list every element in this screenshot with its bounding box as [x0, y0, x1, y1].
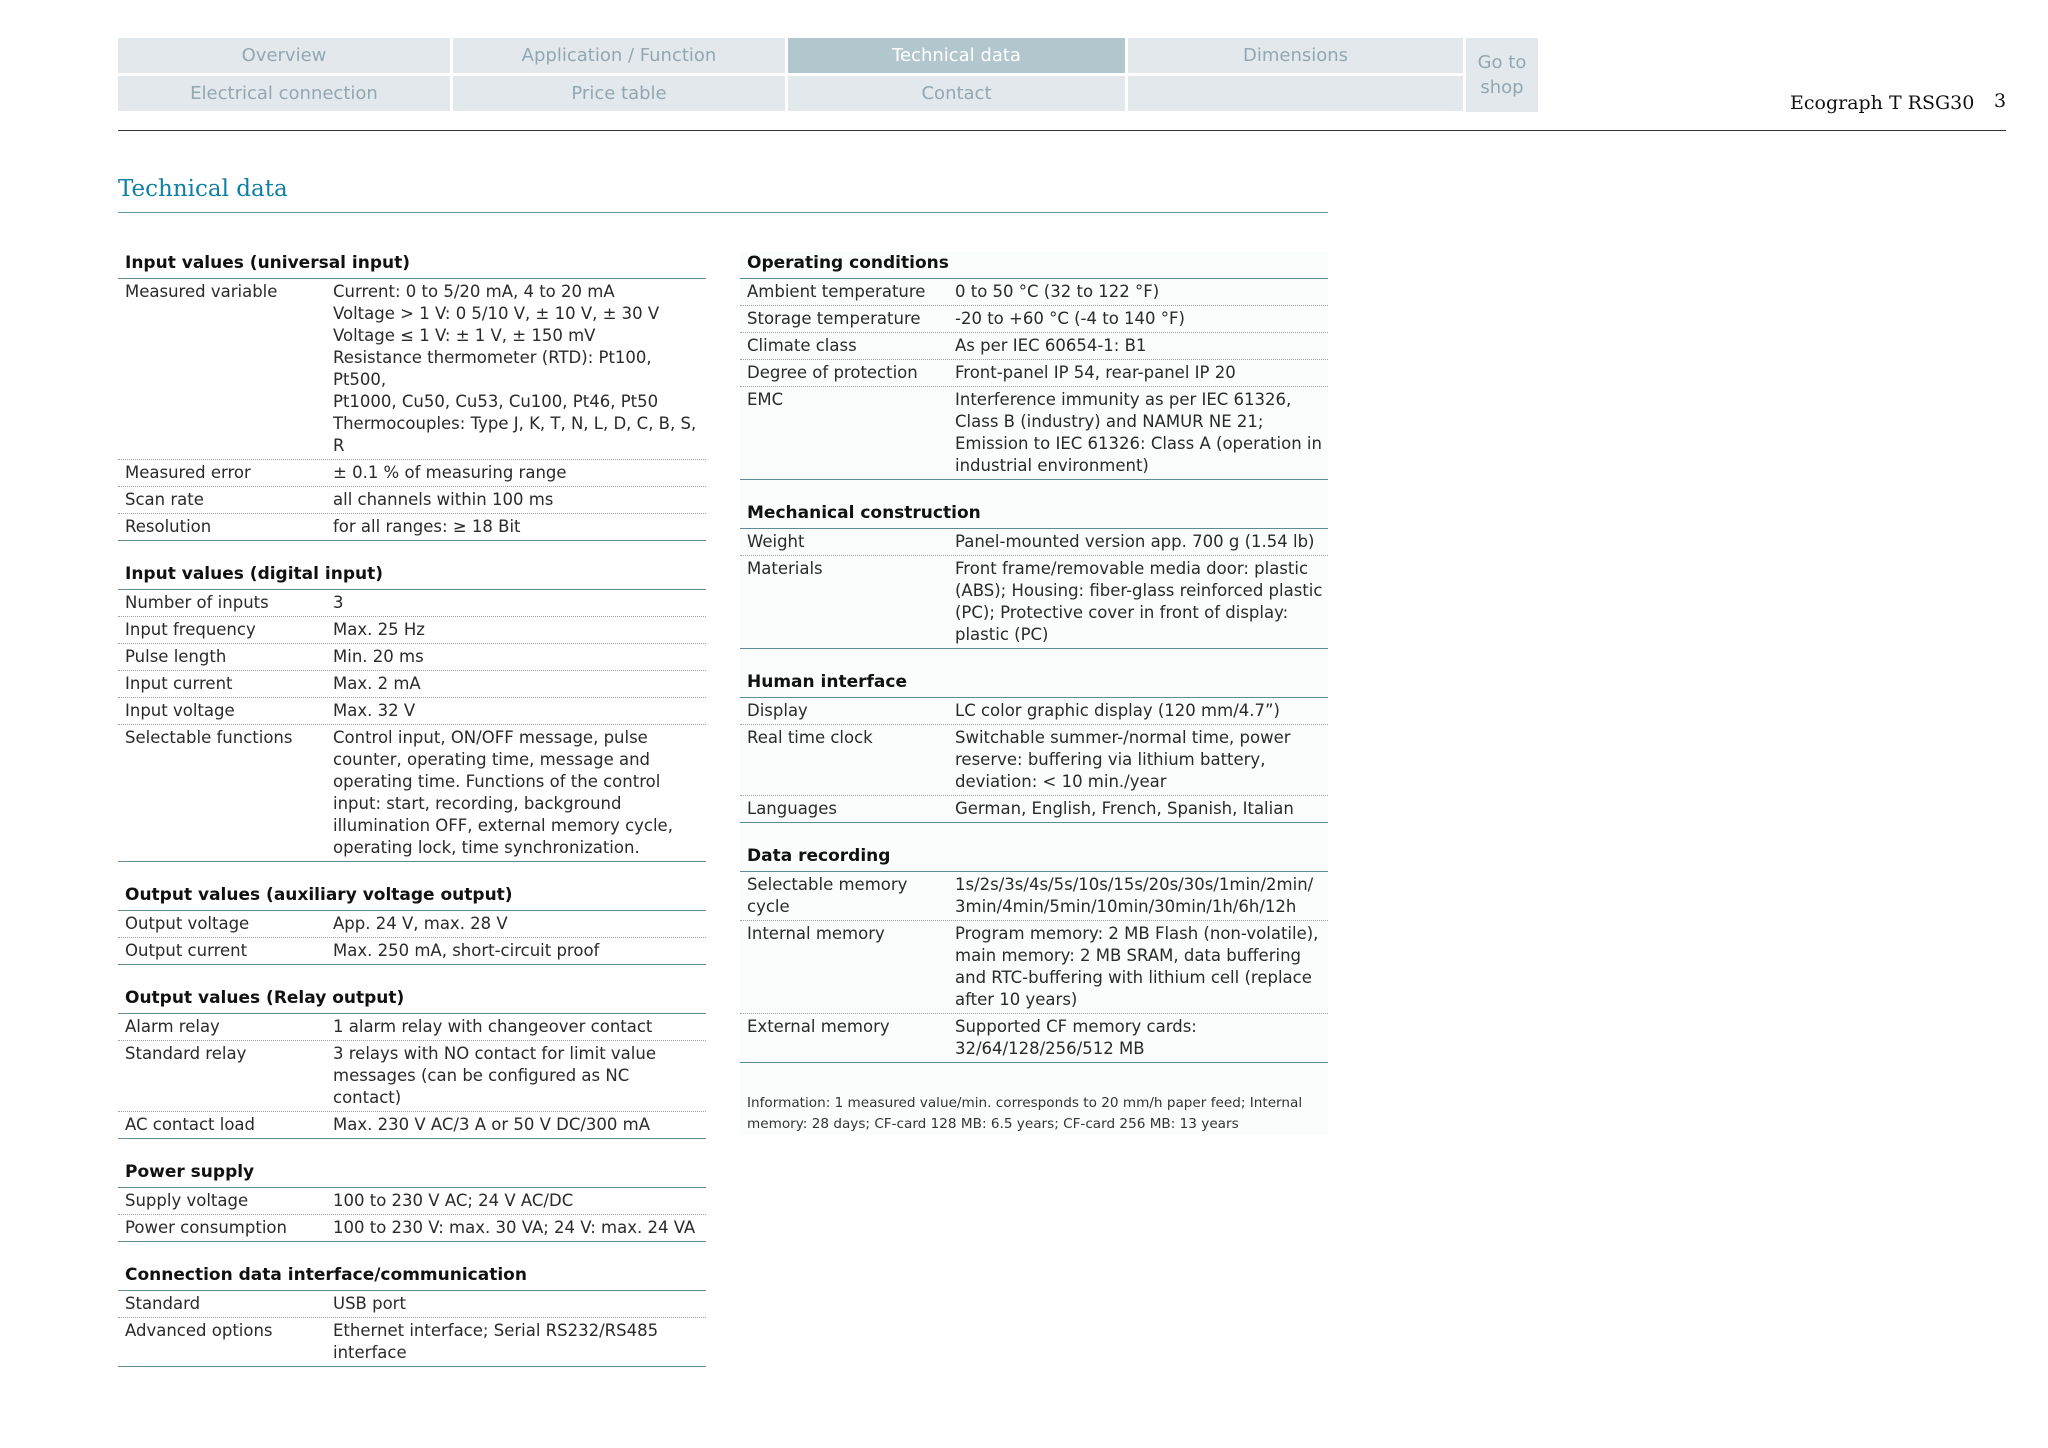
spec-row	[118, 938, 706, 965]
right-spec-column	[740, 252, 1328, 1135]
spec-value: ± 0.1 % of measuring range	[333, 463, 567, 482]
spec-group-heading: Data recording	[740, 845, 1328, 872]
spec-value: Max. 230 V AC/3 A or 50 V DC/300 mA	[333, 1115, 651, 1134]
spec-label: Number of inputs	[125, 593, 269, 612]
top-navigation	[118, 38, 1538, 112]
spec-group-mechanical-construction	[740, 502, 1328, 649]
spec-row	[740, 796, 1328, 823]
spec-value: LC color graphic display (120 mm/4.7”)	[955, 701, 1280, 720]
spec-label: Input voltage	[125, 701, 235, 720]
spec-value: Ethernet interface; Serial RS232/RS485 interface	[333, 1321, 659, 1362]
spec-label: EMC	[747, 390, 784, 409]
spec-row	[118, 1318, 706, 1367]
spec-row	[118, 279, 706, 460]
spec-value: As per IEC 60654-1: B1	[955, 336, 1147, 355]
section-title: Technical data	[118, 176, 288, 202]
spec-label: Ambient temperature	[747, 282, 926, 301]
nav-technical-data[interactable]: Technical data	[788, 38, 1125, 73]
spec-label: Pulse length	[125, 647, 227, 666]
spec-value: 100 to 230 V AC; 24 V AC/DC	[333, 1191, 574, 1210]
nav-price-table[interactable]: Price table	[453, 76, 785, 111]
spec-label: Measured error	[125, 463, 251, 482]
spec-value: USB port	[333, 1294, 406, 1313]
spec-value: Max. 32 V	[333, 701, 416, 720]
spec-value: Supported CF memory cards: 32/64/128/256/512 MB	[955, 1017, 1197, 1058]
spec-value: Program memory: 2 MB Flash (non-volatile), main memory: 2 MB SRAM, data buffering and RTC-buffering with lithium cell (replace after 10 years)	[955, 924, 1319, 1009]
spec-group-input-values-digital-input	[118, 563, 706, 862]
spec-label: Power consumption	[125, 1218, 287, 1237]
spec-label: Output current	[125, 941, 248, 960]
nav-overview[interactable]: Overview	[118, 38, 450, 73]
spec-group-heading: Mechanical construction	[740, 502, 1328, 529]
document-title: Ecograph T RSG30	[1790, 92, 1975, 114]
spec-row	[118, 1112, 706, 1139]
spec-label: Languages	[747, 799, 838, 818]
spec-group-heading: Input values (digital input)	[118, 563, 706, 590]
spec-value: 0 to 50 °C (32 to 122 °F)	[955, 282, 1160, 301]
spec-label: Output voltage	[125, 914, 250, 933]
spec-row	[740, 387, 1328, 480]
spec-label: AC contact load	[125, 1115, 256, 1134]
spec-row	[118, 644, 706, 671]
spec-row	[740, 921, 1328, 1014]
spec-group-heading: Connection data interface/communication	[118, 1264, 706, 1291]
header-divider	[118, 130, 2006, 131]
spec-row	[118, 514, 706, 541]
spec-group-heading: Input values (universal input)	[118, 252, 706, 279]
nav-empty-cell	[1128, 76, 1463, 111]
spec-value: Max. 250 mA, short-circuit proof	[333, 941, 600, 960]
spec-row	[740, 1014, 1328, 1063]
spec-row	[740, 556, 1328, 649]
spec-label: Supply voltage	[125, 1191, 249, 1210]
spec-row	[740, 872, 1328, 921]
spec-group-output-values-relay-output	[118, 987, 706, 1139]
spec-label: Standard	[125, 1294, 201, 1313]
spec-group-output-values-auxiliary-voltage-output	[118, 884, 706, 965]
spec-value: German, English, French, Spanish, Italian	[955, 799, 1294, 818]
spec-row	[118, 725, 706, 862]
nav-dimensions[interactable]: Dimensions	[1128, 38, 1463, 73]
spec-label: Degree of protection	[747, 363, 918, 382]
spec-group-heading: Human interface	[740, 671, 1328, 698]
spec-value: for all ranges: ≥ 18 Bit	[333, 517, 521, 536]
spec-value: App. 24 V, max. 28 V	[333, 914, 508, 933]
information-note: Information: 1 measured value/min. corresponds to 20 mm/h paper feed; Internal memory: 28 days; CF-card 128 MB: 6.5 years; CF-card 256 MB: 13 years	[747, 1095, 1303, 1132]
spec-label: Selectable functions	[125, 728, 293, 747]
spec-row	[118, 460, 706, 487]
spec-label: Input current	[125, 674, 233, 693]
spec-row	[740, 333, 1328, 360]
spec-value: Max. 2 mA	[333, 674, 421, 693]
spec-row	[740, 698, 1328, 725]
spec-value: 3 relays with NO contact for limit value messages (can be configured as NC contact)	[333, 1044, 656, 1107]
spec-value: Front-panel IP 54, rear-panel IP 20	[955, 363, 1236, 382]
spec-group-data-recording	[740, 845, 1328, 1063]
spec-row	[118, 1188, 706, 1215]
spec-row	[118, 1215, 706, 1242]
spec-label: Storage temperature	[747, 309, 921, 328]
spec-value: Panel-mounted version app. 700 g (1.54 lb)	[955, 532, 1315, 551]
spec-value: Switchable summer-/normal time, power reserve: buffering via lithium battery, deviation: < 10 min./year	[955, 728, 1291, 791]
spec-row	[118, 487, 706, 514]
go-to-shop-button[interactable]: Go to shop	[1466, 38, 1538, 112]
spec-row	[740, 279, 1328, 306]
spec-value: -20 to +60 °C (-4 to 140 °F)	[955, 309, 1185, 328]
spec-group-input-values-universal-input	[118, 252, 706, 541]
spec-group-heading: Output values (Relay output)	[118, 987, 706, 1014]
spec-row	[118, 1041, 706, 1112]
spec-label: Input frequency	[125, 620, 256, 639]
spec-label: Selectable memory cycle	[747, 875, 908, 916]
spec-label: Standard relay	[125, 1044, 247, 1063]
spec-label: Real time clock	[747, 728, 873, 747]
spec-row	[740, 529, 1328, 556]
spec-row	[118, 671, 706, 698]
spec-label: Alarm relay	[125, 1017, 220, 1036]
spec-label: Materials	[747, 559, 823, 578]
spec-group-human-interface	[740, 671, 1328, 823]
spec-value: Control input, ON/OFF message, pulse counter, operating time, message and operating time. Functions of the control input: start, recording, background illumination OFF, external memory cycle, operating lock, time synchronization.	[333, 728, 673, 857]
spec-row	[118, 911, 706, 938]
spec-value: all channels within 100 ms	[333, 490, 554, 509]
spec-label: Measured variable	[125, 282, 278, 301]
spec-label: Weight	[747, 532, 805, 551]
section-divider	[118, 212, 1328, 213]
spec-group-power-supply	[118, 1161, 706, 1242]
spec-row	[118, 1291, 706, 1318]
spec-group-heading: Operating conditions	[740, 252, 1328, 279]
spec-value: Current: 0 to 5/20 mA, 4 to 20 mA Voltage > 1 V: 0 5/10 V, ± 10 V, ± 30 V Voltage ≤ 1 V: ± 1 V, ± 150 mV Resistance thermometer (RTD): Pt100, Pt500, Pt1000, Cu50, Cu53, Cu100, Pt46, Pt50 Thermocouples: Type J, K, T, N, L, D, C, B, S, R	[333, 282, 697, 455]
spec-row	[740, 306, 1328, 333]
spec-group-heading: Output values (auxiliary voltage output)	[118, 884, 706, 911]
spec-value: Interference immunity as per IEC 61326, Class B (industry) and NAMUR NE 21; Emission to IEC 61326: Class A (operation in industrial environment)	[955, 390, 1322, 475]
spec-row	[740, 725, 1328, 796]
spec-label: Internal memory	[747, 924, 885, 943]
spec-value: Max. 25 Hz	[333, 620, 425, 639]
spec-label: Display	[747, 701, 808, 720]
spec-value: 1 alarm relay with changeover contact	[333, 1017, 653, 1036]
nav-contact[interactable]: Contact	[788, 76, 1125, 111]
spec-value: Min. 20 ms	[333, 647, 424, 666]
spec-label: External memory	[747, 1017, 890, 1036]
spec-row	[118, 590, 706, 617]
page-number: 3	[1994, 90, 2007, 112]
spec-row	[118, 617, 706, 644]
spec-value: 3	[333, 593, 344, 612]
spec-value: 100 to 230 V: max. 30 VA; 24 V: max. 24 VA	[333, 1218, 696, 1237]
spec-row	[118, 698, 706, 725]
spec-label: Advanced options	[125, 1321, 273, 1340]
left-spec-column	[118, 252, 706, 1389]
spec-group-operating-conditions	[740, 252, 1328, 480]
spec-value: Front frame/removable media door: plastic (ABS); Housing: fiber-glass reinforced plastic (PC); Protective cover in front of display: plastic (PC)	[955, 559, 1323, 644]
spec-row	[740, 360, 1328, 387]
spec-label: Climate class	[747, 336, 857, 355]
spec-label: Resolution	[125, 517, 212, 536]
spec-group-connection-data-interface-communication	[118, 1264, 706, 1367]
nav-electrical-connection[interactable]: Electrical connection	[118, 76, 450, 111]
spec-row	[118, 1014, 706, 1041]
spec-value: 1s/2s/3s/4s/5s/10s/15s/20s/30s/1min/2min/ 3min/4min/5min/10min/30min/1h/6h/12h	[955, 875, 1314, 916]
nav-application-function[interactable]: Application / Function	[453, 38, 785, 73]
spec-label: Scan rate	[125, 490, 204, 509]
spec-group-heading: Power supply	[118, 1161, 706, 1188]
